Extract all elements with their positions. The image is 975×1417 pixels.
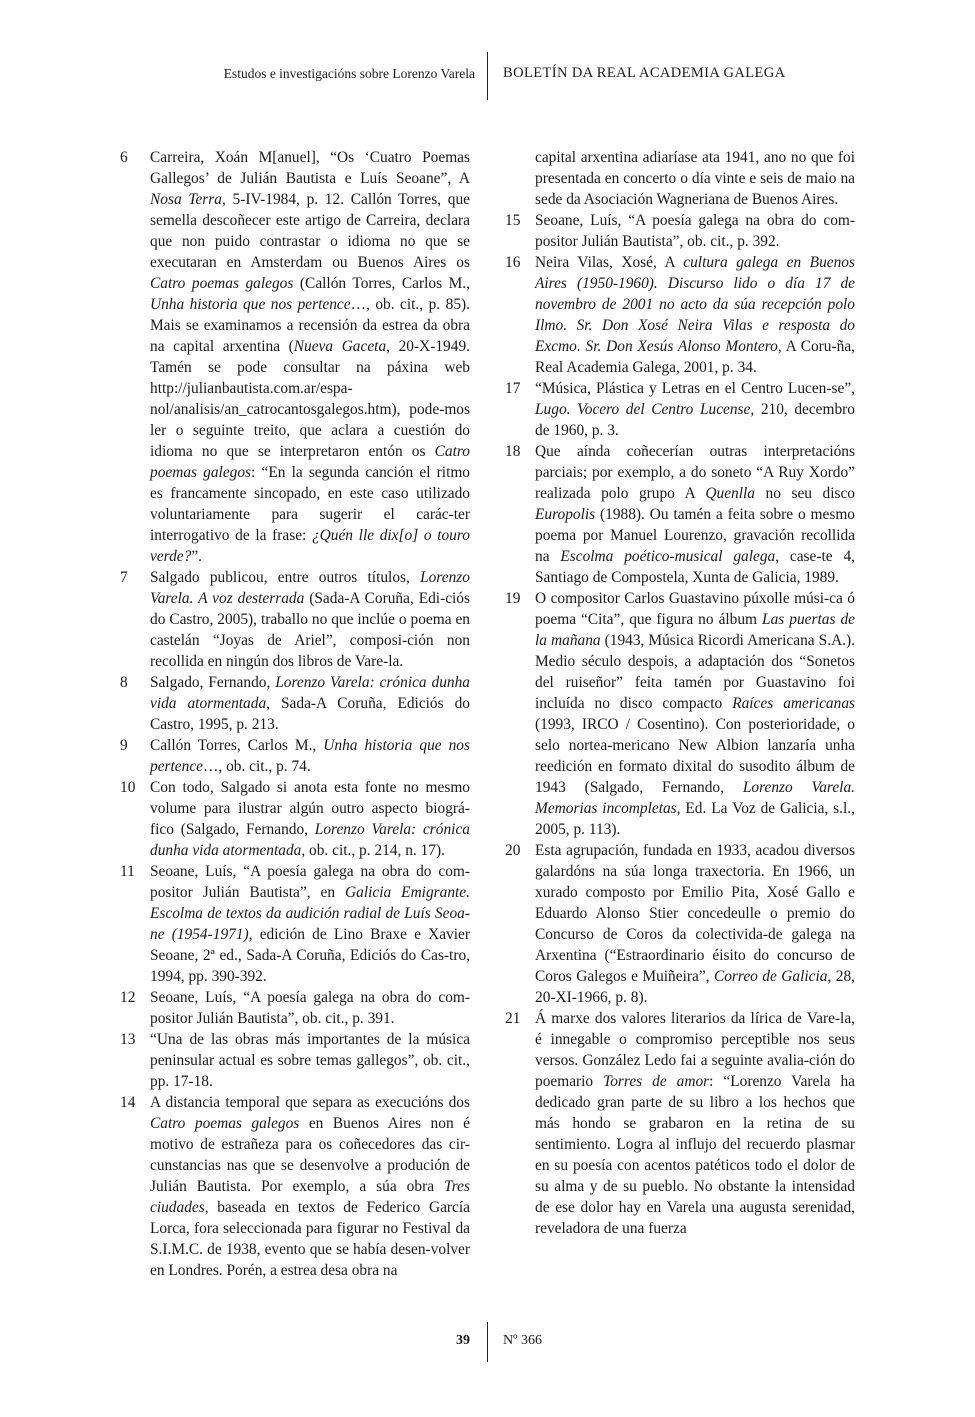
footnote-text: Con todo, Salgado si anota esta fonte no mesmo volume para ilustrar algún outro aspecto biográ-fico (Salgado, Fernando, (150, 779, 470, 838)
footnote-text: , edición de Lino Braxe e Xavier Seoane, 2ª ed., Sada-A Coruña, Ediciós do Cas-tro, 1994, pp. 390-392. (150, 926, 470, 985)
footnote-text: (1943, Música Ricordi Americana S.A.). Medio século despois, a adaptación dos “Sonetos del ruiseñor” feita tamén por Guastavino foi incluída no disco compacto (535, 632, 855, 712)
footnote-text: Á marxe dos valores literarios da lírica de Vare-la, é innegable o compromiso perceptible nos seus versos. González Ledo fai a seguinte avalia-ción do poemario (535, 1010, 855, 1090)
footnote-21 (505, 1008, 855, 1239)
italic-text: cultura galega en Buenos Aires (1950-1960). Discurso lido o día 17 de novembro de 2001 no acto da súa recepción polo Ilmo. Sr. Don Xosé Neira Vilas e resposta do Excmo. Sr. Don Xesús Alonso Montero (535, 254, 855, 355)
footnote-20 (505, 840, 855, 1008)
italic-text: Lorenzo Varela. Memorias incompletas (535, 779, 855, 817)
footnote-text: …, ob. cit., p. 74. (202, 758, 311, 775)
footnote-text: Neira Vilas, Xosé, A (535, 254, 684, 271)
footnote-text: (1993, IRCO / Cosentino). Con posterioridade, o selo nortea-mericano New Albion lanzaría unha reedición en formato dixital do susodito álbum de 1943 (Salgado, Fernando, (535, 716, 855, 796)
italic-text: Torres de amor (603, 1073, 710, 1090)
footnote-number: 8 (120, 674, 128, 691)
footnote-text: , Ed. La Voz de Galicia, s.l., 2005, p. 113). (535, 800, 855, 838)
footnote-text: (Callón Torres, Carlos M., (293, 275, 470, 292)
footnote-text: , 210, decembro de 1960, p. 3. (535, 401, 856, 439)
footnote-number: 20 (505, 842, 521, 859)
footnote-number: 18 (505, 443, 521, 460)
footnote-text: “Música, Plástica y Letras en el Centro Lucen-se”, (535, 380, 855, 397)
footnote-text: A distancia temporal que separa as execucións dos (150, 1094, 470, 1111)
footnote-number: 15 (505, 212, 521, 229)
footnote-text: Esta agrupación, fundada en 1933, acadou diversos galardóns na súa longa traxectoria. En 1966, un xurado composto por Emilio Pita, Xosé Gallo e Eduardo Alonso Stier concedeulle o premio do Concurso de Coros da colectivida-de galega na Arxentina (“Estraordinario éisito do concurso de Coros Galegos e Muiñeira”, (535, 842, 855, 985)
footnote-number: 7 (120, 569, 128, 586)
footnote-number: 16 (505, 254, 521, 271)
footnote-19 (505, 588, 855, 840)
footnote-continuation (505, 147, 855, 210)
italic-text: Escolma poético-musical galega (560, 548, 776, 565)
footnote-text: Seoane, Luís, “A poesía galega na obra do com-positor Julián Bautista”, en (150, 863, 470, 901)
footnote-text: …, ob. cit., p. 85). Mais se examinamos a recensión da estrea da obra na capital arxentina ( (150, 296, 470, 355)
footnote-text: Callón Torres, Carlos M., (150, 737, 324, 754)
footnote-text: , Sada-A Coruña, Ediciós do Castro, 1995, p. 213. (150, 695, 470, 733)
footnote-10 (120, 777, 470, 861)
footnote-12 (120, 987, 470, 1029)
italic-text: Las puertas de la mañana (535, 611, 855, 649)
running-footer (0, 1322, 975, 1362)
footnote-text: : “En la segunda canción el ritmo es francamente sincopado, en este caso utilizado voluntariamente para sugerir el carác-ter interrogativo de la frase: (150, 464, 471, 544)
footnote-text: (1988). Ou tamén a feita sobre o mesmo poema por Manuel Lourenzo, gravación recollida na (535, 506, 855, 565)
footnote-text: , 28, 20-XI-1966, p. 8). (535, 968, 855, 1006)
footnote-number: 19 (505, 590, 521, 607)
footer-divider (487, 1322, 488, 1362)
italic-text: Lorenzo Varela. A voz desterrada (150, 569, 470, 607)
italic-text: Correo de Galicia (713, 968, 828, 985)
italic-text: Unha historia que nos pertence (150, 737, 470, 775)
footnote-text: Salgado publicou, entre outros títulos, (150, 569, 421, 586)
footnote-14 (120, 1092, 470, 1281)
footnote-7 (120, 567, 470, 672)
footnote-15 (505, 210, 855, 252)
footnote-text: Salgado, Fernando, (150, 674, 276, 691)
footnote-11 (120, 861, 470, 987)
page-number: 39 (456, 1333, 470, 1348)
footnote-number: 11 (120, 863, 135, 880)
footnote-number: 12 (120, 989, 136, 1006)
footnote-text: capital arxentina adiaríase ata 1941, ano no que foi presentada en concerto o día vinte e seis de maio na sede da Asociación Wagneriana de Buenos Aires. (535, 149, 855, 208)
footnotes-column-right (505, 147, 855, 1239)
footnote-number: 10 (120, 779, 136, 796)
italic-text: Europolis (535, 506, 596, 523)
footnote-17 (505, 378, 855, 441)
footnote-text: no seu disco (754, 485, 856, 502)
italic-text: Galicia Emigrante. Escolma de textos da audición radial de Luís Seoa-ne (1954-1971) (150, 884, 470, 943)
footnote-text: en Buenos Aires non é motivo de estrañeza para os coñecedores das cir-cunstancias nas que se desenvolve a produción de Julián Bautista. Por exemplo, a súa obra (150, 1115, 470, 1195)
footnote-8 (120, 672, 470, 735)
footnotes-column-left (120, 147, 470, 1281)
italic-text: ¿Quén lle dix[o] o touro verde? (150, 527, 470, 565)
footnote-16 (505, 252, 855, 378)
italic-text: Nueva Gaceta (293, 338, 387, 355)
italic-text: Raíces americanas (732, 695, 856, 712)
footnote-number: 14 (120, 1094, 136, 1111)
italic-text: Catro poemas galegos (150, 443, 470, 481)
italic-text: Lugo. Vocero del Centro Lucense (535, 401, 751, 418)
footnote-text: , A Coru-ña, Real Academia Galega, 2001, p. 34. (535, 338, 855, 376)
footnote-text: : “Lorenzo Varela ha dedicado gran parte de su libro a los hechos que más hondo se grabaron en la retina de su sentimiento. Logra al influjo del recuerdo plasmar en su poesía con acentos patéticos todo el dolor de su alma y de su pueblo. No obstante la intensidad de ese dolor hay en Varela una augusta serenidad, reveladora de una fuerza (535, 1073, 855, 1237)
footnote-text: Carreira, Xoán M[anuel], “Os ‘Cuatro Poemas Gallegos’ de Julián Bautista e Luís Seoane”, A (150, 149, 470, 187)
italic-text: Tres ciudades (150, 1178, 470, 1216)
footnote-number: 9 (120, 737, 128, 754)
footnote-text: , case-te 4, Santiago de Compostela, Xunta de Galicia, 1989. (535, 548, 855, 586)
italic-text: Unha historia que nos pertence (150, 296, 351, 313)
footnote-number: 13 (120, 1031, 136, 1048)
footnote-text: “Una de las obras más importantes de la música peninsular actual es sobre temas gallegos”, ob. cit., pp. 17-18. (150, 1031, 470, 1090)
issue-number: Nº 366 (503, 1333, 542, 1348)
footnote-text: Seoane, Luís, “A poesía galega na obra do com-positor Julián Bautista”, ob. cit., p. 391. (150, 989, 470, 1027)
footnote-text: ”. (191, 548, 202, 565)
footnote-number: 21 (505, 1010, 521, 1027)
footnote-number: 6 (120, 149, 128, 166)
italic-text: Nosa Terra (150, 191, 222, 208)
italic-text: Catro poemas galegos (150, 1115, 300, 1132)
running-header (0, 52, 975, 100)
header-divider (487, 52, 488, 100)
italic-text: Lorenzo Varela: crónica dunha vida atormentada (150, 821, 470, 859)
footnote-9 (120, 735, 470, 777)
footnote-text: O compositor Carlos Guastavino púxolle músi-ca ó poema “Cita”, que figura no álbum (535, 590, 855, 628)
footnote-text: Seoane, Luís, “A poesía galega na obra do com-positor Julián Bautista”, ob. cit., p. 392. (535, 212, 855, 250)
footnote-text: , 5-IV-1984, p. 12. Callón Torres, que semella descoñecer este artigo de Carreira, declara que non puido contrastar o idioma no que se executaran en Amsterdam ou Buenos Aires os (150, 191, 470, 271)
footnote-13 (120, 1029, 470, 1092)
footnote-text: Que aínda coñecerían outras interpretacións parciais; por exemplo, a do soneto “A Ruy Xordo” realizada polo grupo A (535, 443, 855, 502)
footnote-18 (505, 441, 855, 588)
italic-text: Catro poemas galegos (150, 275, 294, 292)
footnote-text: , ob. cit., p. 214, n. 17). (301, 842, 445, 859)
header-section-title: Estudos e investigacións sobre Lorenzo Varela (223, 66, 475, 81)
italic-text: Quenlla (705, 485, 755, 502)
footnote-text: , baseada en textos de Federico García Lorca, fora seleccionada para figurar no Festival da S.I.M.C. de 1938, evento que se había desen-volver en Londres. Porén, a estrea desa obra na (150, 1199, 470, 1279)
footnote-number: 17 (505, 380, 521, 397)
italic-text: Lorenzo Varela: crónica dunha vida atormentada (150, 674, 470, 712)
footnote-6 (120, 147, 470, 567)
footnote-text: (Sada-A Coruña, Edi-ciós do Castro, 2005), traballo no que inclúe o poema en castelán “Joyas de Ariel”, composi-ción non recollida en ningún dos libros de Vare-la. (150, 590, 470, 670)
header-journal-title: BOLETÍN DA REAL ACADEMIA GALEGA (503, 65, 786, 81)
footnote-text: , 20-X-1949. Tamén se pode consultar na páxina web http://julianbautista.com.ar/espa-nol/analisis/an_catrocantosgalegos.htm), pode-mos ler o seguinte treito, que aclara a cuestión do idioma no que se interpretaron entón os (150, 338, 470, 460)
